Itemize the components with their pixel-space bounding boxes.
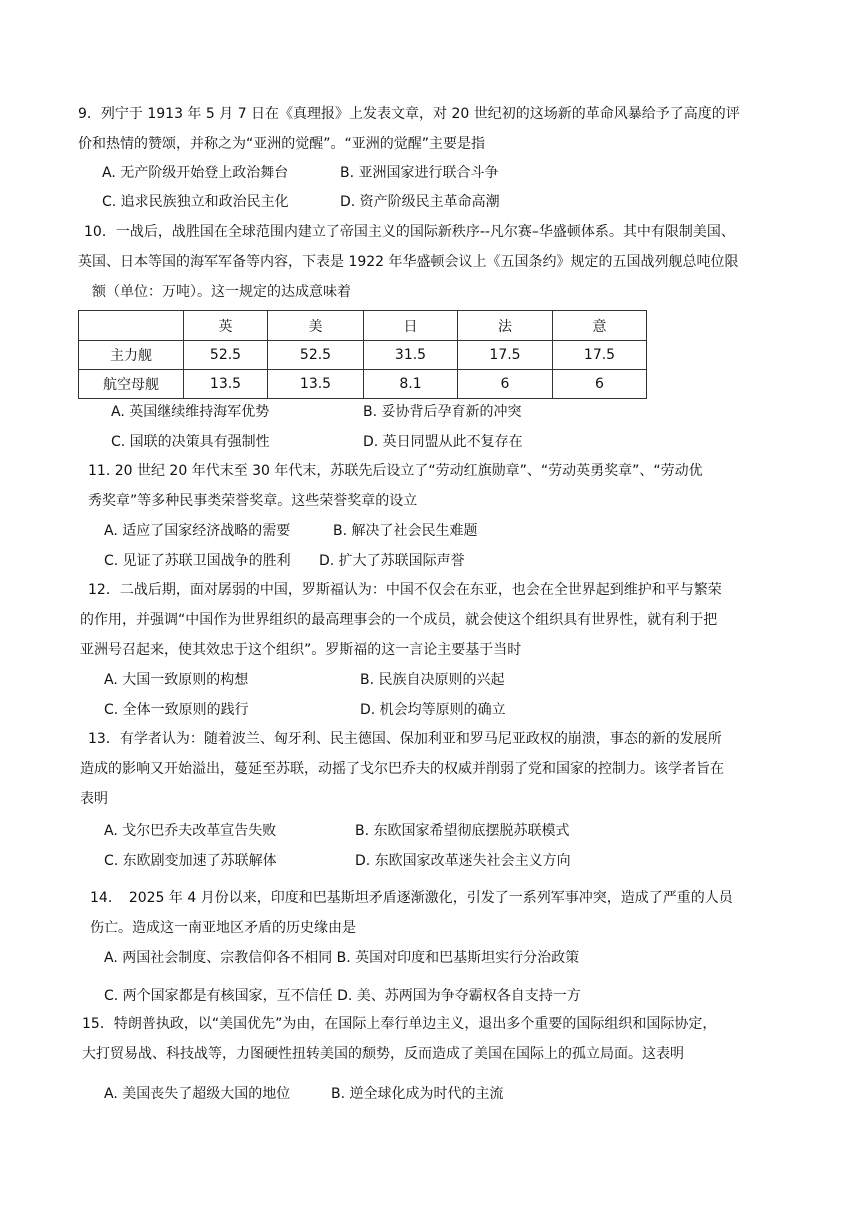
- q11-option-a: A. 适应了国家经济战略的需要: [104, 523, 291, 539]
- table-cell: 6: [458, 370, 553, 399]
- table-row-label: 航空母舰: [79, 370, 184, 399]
- q14-stem-line1: 14． 2025 年 4 月份以来，印度和巴基斯坦矛盾逐渐激化，引发了一系列军事冲突，造成了严重的人员: [90, 890, 733, 906]
- table-header-cell: 法: [458, 311, 553, 341]
- table-cell: 52.5: [184, 341, 268, 370]
- q11-option-b: B. 解决了社会民生难题: [333, 523, 478, 539]
- q11-option-d: D. 扩大了苏联国际声誉: [319, 553, 465, 569]
- q12-option-b: B. 民族自决原则的兴起: [360, 672, 505, 688]
- q9-option-b: B. 亚洲国家进行联合斗争: [340, 165, 499, 181]
- q10-option-d: D. 英日同盟从此不复存在: [363, 434, 523, 450]
- q15-stem-line1: 15．特朗普执政，以“美国优先”为由，在国际上奉行单边主义，退出多个重要的国际组织和国际协定，: [82, 1016, 717, 1032]
- q15-option-a: A. 美国丧失了超级大国的地位: [104, 1086, 291, 1102]
- q13-stem-line2: 造成的影响又开始溢出，蔓延至苏联，动摇了戈尔巴乔夫的权威并削弱了党和国家的控制力。该学者旨在: [80, 761, 724, 777]
- table-cell: 8.1: [364, 370, 458, 399]
- q13-option-a: A. 戈尔巴乔夫改革宣告失败: [104, 823, 277, 839]
- q14-stem-line2: 伤亡。造成这一南亚地区矛盾的历史缘由是: [90, 920, 356, 936]
- q9-option-d: D. 资产阶级民主革命高潮: [340, 194, 500, 210]
- q13-option-b: B. 东欧国家希望彻底摆脱苏联模式: [355, 823, 570, 839]
- q10-option-c: C. 国联的决策具有强制性: [111, 434, 270, 450]
- q9-option-a: A. 无产阶级开始登上政治舞台: [102, 165, 289, 181]
- q13-option-d: D. 东欧国家改革迷失社会主义方向: [355, 853, 571, 869]
- table-row-label: 主力舰: [79, 341, 184, 370]
- table-cell: 6: [553, 370, 647, 399]
- q14-options-ab: A. 两国社会制度、宗教信仰各不相同 B. 英国对印度和巴基斯坦实行分治政策: [104, 950, 580, 966]
- q10-stem-line2: 英国、日本等国的海军军备等内容，下表是 1922 年华盛顿会议上《五国条约》规定的五国战列舰总吨位限: [78, 254, 739, 270]
- q10-option-a: A. 英国继续维持海军优势: [111, 404, 270, 420]
- q12-stem-line1: 12．二战后期，面对孱弱的中国，罗斯福认为：中国不仅会在东亚，也会在全世界起到维护和平与繁荣: [88, 582, 722, 598]
- q9-option-c: C. 追求民族独立和政治民主化: [102, 194, 289, 210]
- table-header-cell: [79, 311, 184, 341]
- table-cell: 52.5: [268, 341, 364, 370]
- q10-stem-line3: 额（单位：万吨）。这一规定的达成意味着: [92, 284, 351, 300]
- table-cell: 13.5: [268, 370, 364, 399]
- q10-option-b: B. 妥协背后孕育新的冲突: [363, 404, 522, 420]
- table-cell: 31.5: [364, 341, 458, 370]
- q15-stem-line2: 大打贸易战、科技战等，力图硬性扭转美国的颓势，反而造成了美国在国际上的孤立局面。这表明: [82, 1046, 684, 1062]
- table-header-cell: 美: [268, 311, 364, 341]
- table-header-cell: 日: [364, 311, 458, 341]
- table-header-cell: 英: [184, 311, 268, 341]
- table-cell: 17.5: [553, 341, 647, 370]
- table-row: [79, 341, 647, 370]
- q13-stem-line1: 13．有学者认为：随着波兰、匈牙利、民主德国、保加利亚和罗马尼亚政权的崩溃，事态的新的发展所: [88, 731, 722, 747]
- q14-options-cd: C. 两个国家都是有核国家，互不信任 D. 美、苏两国为争夺霸权各自支持一方: [104, 988, 581, 1004]
- table-cell: 17.5: [458, 341, 553, 370]
- q15-option-b: B. 逆全球化成为时代的主流: [331, 1086, 504, 1102]
- table-header-cell: 意: [553, 311, 647, 341]
- q10-stem-line1: 10．一战后，战胜国在全球范围内建立了帝国主义的国际新秩序--凡尔赛–华盛顿体系。其中有限制美国、: [84, 224, 735, 240]
- q12-stem-line3: 亚洲号召起来，使其效忠于这个组织”。罗斯福的这一言论主要基于当时: [80, 642, 522, 658]
- q13-option-c: C. 东欧剧变加速了苏联解体: [104, 853, 277, 869]
- table-cell: 13.5: [184, 370, 268, 399]
- q11-option-c: C. 见证了苏联卫国战争的胜利: [104, 553, 291, 569]
- table-header-row: [79, 311, 647, 341]
- q12-option-c: C. 全体一致原则的践行: [104, 702, 249, 718]
- warship-tonnage-table: [78, 310, 647, 399]
- q12-option-d: D. 机会均等原则的确立: [360, 702, 506, 718]
- q12-stem-line2: 的作用，并强调“中国作为世界组织的最高理事会的一个成员，就会使这个组织具有世界性，就有利于把: [80, 612, 718, 628]
- q11-stem-line1: 11. 20 世纪 20 年代末至 30 年代末，苏联先后设立了“劳动红旗勋章”、“劳动英勇奖章”、“劳动优: [88, 463, 703, 479]
- q9-stem-line1: 9．列宁于 1913 年 5 月 7 日在《真理报》上发表文章，对 20 世纪初的这场新的革命风暴给予了高度的评: [78, 106, 740, 122]
- q12-option-a: A. 大国一致原则的构想: [104, 672, 249, 688]
- q11-stem-line2: 秀奖章”等多种民事类荣誉奖章。这些荣誉奖章的设立: [88, 493, 418, 509]
- q9-stem-line2: 价和热情的赞颂，并称之为“亚洲的觉醒”。“亚洲的觉醒”主要是指: [78, 136, 486, 152]
- q13-stem-line3: 表明: [80, 791, 108, 807]
- table-row: [79, 370, 647, 399]
